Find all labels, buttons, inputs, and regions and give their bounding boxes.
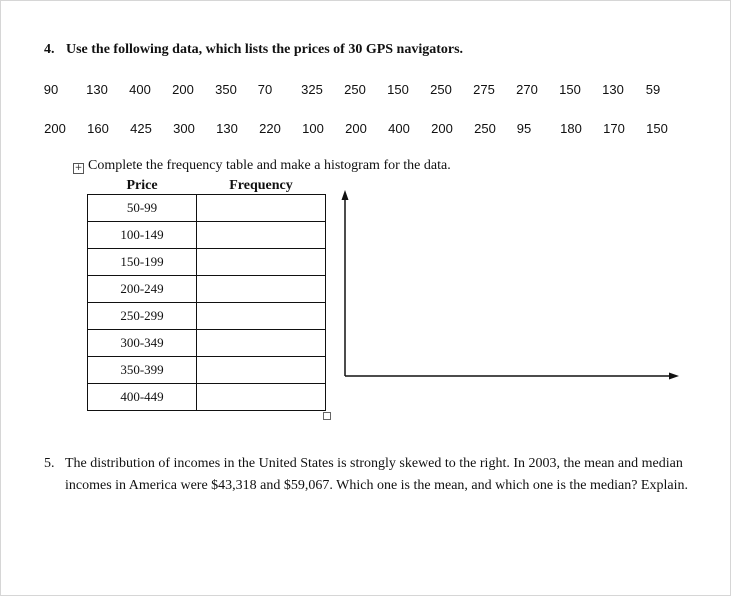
y-axis-arrow-icon [342,190,349,200]
data-value: 130 [602,82,624,97]
data-value: 250 [430,82,452,97]
data-value: 200 [44,121,66,136]
data-value: 425 [130,121,152,136]
data-value: 270 [516,82,538,97]
price-range-cell: 150-199 [88,249,197,276]
x-axis-arrow-icon [669,373,679,380]
data-value: 170 [603,121,625,136]
table-header-price: Price [88,178,197,195]
data-value: 220 [259,121,281,136]
data-value: 250 [344,82,366,97]
data-value: 59 [645,82,661,97]
price-range-cell: 300-349 [88,330,197,357]
data-value: 130 [86,82,108,97]
question-4-title: Use the following data, which lists the prices of 30 GPS navigators. [66,42,464,57]
price-range-cell: 200-249 [88,276,197,303]
price-range-cell: 50-99 [88,195,197,222]
data-value: 150 [387,82,409,97]
data-value: 70 [257,82,273,97]
table-header-frequency: Frequency [197,178,326,195]
data-value: 90 [43,82,59,97]
data-value: 200 [172,82,194,97]
question-5-text: The distribution of incomes in the United States is strongly skewed to the right. In 2003, the mean and median incomes in America were $43,318 and $59,067. Which one is the mean, and which one is the median? Explain. [65,456,688,493]
data-value: 200 [431,121,453,136]
data-value: 95 [516,121,532,136]
price-range-cell: 350-399 [88,357,197,384]
data-value: 200 [345,121,367,136]
data-value: 325 [301,82,323,97]
data-value: 160 [87,121,109,136]
data-value: 180 [560,121,582,136]
instruction-text: Complete the frequency table and make a histogram for the data. [88,158,451,173]
price-range-cell: 250-299 [88,303,197,330]
question-5-number: 5. [44,456,55,471]
data-value: 150 [559,82,581,97]
price-range-cell: 100-149 [88,222,197,249]
data-value: 400 [388,121,410,136]
table-move-handle-icon[interactable]: + [74,163,83,173]
data-value: 275 [473,82,495,97]
question-5 [44,453,694,497]
data-value: 300 [173,121,195,136]
price-range-cell: 400-449 [88,384,197,411]
data-value: 250 [474,121,496,136]
data-value: 130 [216,121,238,136]
question-4-number: 4. [44,42,55,57]
data-value: 400 [129,82,151,97]
data-value: 350 [215,82,237,97]
data-value: 100 [302,121,324,136]
data-value: 150 [646,121,668,136]
